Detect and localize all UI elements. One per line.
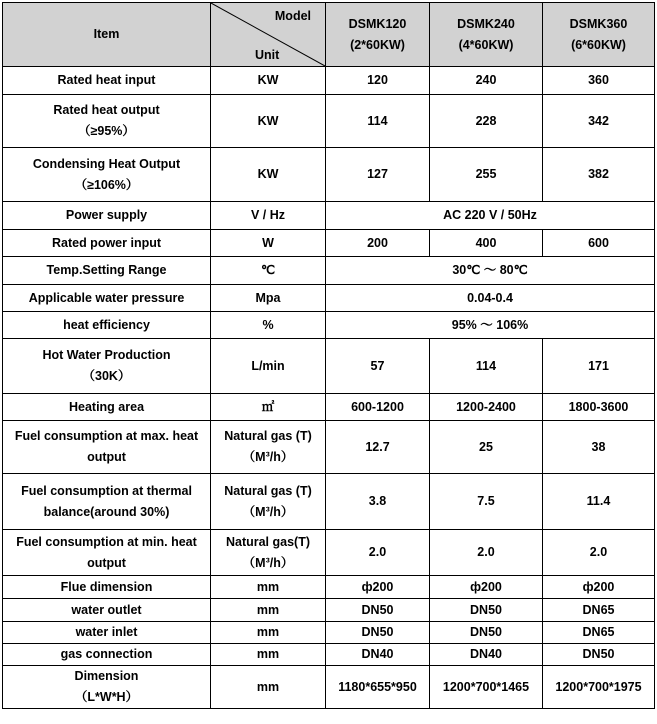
value-cell: 360 <box>543 67 655 95</box>
table-row <box>3 576 655 599</box>
value-cell: DN40 <box>430 644 543 666</box>
unit-cell: ㎡ <box>211 394 326 421</box>
unit-cell: Natural gas (T) （M³/h） <box>211 474 326 530</box>
table-row <box>3 148 655 202</box>
table-row <box>3 95 655 148</box>
value-cell: 114 <box>326 95 430 148</box>
item-cell: water inlet <box>3 622 211 644</box>
table-row <box>3 474 655 530</box>
value-cell: 200 <box>326 230 430 257</box>
table-row <box>3 312 655 339</box>
value-cell: 127 <box>326 148 430 202</box>
model-config: (6*60KW) <box>571 37 626 52</box>
value-cell: DN50 <box>543 644 655 666</box>
value-cell: 7.5 <box>430 474 543 530</box>
table-row <box>3 285 655 312</box>
value-cell: ф200 <box>543 576 655 599</box>
item-cell: Power supply <box>3 202 211 230</box>
value-cell: 342 <box>543 95 655 148</box>
item-cell: water outlet <box>3 599 211 622</box>
model-header-3 <box>543 3 655 67</box>
unit-label: Unit <box>255 48 280 62</box>
header-row <box>3 3 655 67</box>
value-cell: 120 <box>326 67 430 95</box>
item-cell: Fuel consumption at max. heat output <box>3 421 211 474</box>
value-cell: 2.0 <box>430 530 543 576</box>
table-row <box>3 394 655 421</box>
value-cell: DN40 <box>326 644 430 666</box>
unit-cell: mm <box>211 666 326 709</box>
value-cell: 1800-3600 <box>543 394 655 421</box>
merged-value-cell: 95% ～ 106% <box>326 312 655 339</box>
unit-cell: Natural gas(T) （M³/h） <box>211 530 326 576</box>
item-cell: Flue dimension <box>3 576 211 599</box>
value-cell: DN65 <box>543 599 655 622</box>
item-cell: Condensing Heat Output （≥106%） <box>3 148 211 202</box>
table-row <box>3 257 655 285</box>
value-cell: 12.7 <box>326 421 430 474</box>
item-cell: Applicable water pressure <box>3 285 211 312</box>
table-row <box>3 599 655 622</box>
unit-cell: L/min <box>211 339 326 394</box>
value-cell: 1200-2400 <box>430 394 543 421</box>
item-cell: Dimension （L*W*H） <box>3 666 211 709</box>
value-cell: 3.8 <box>326 474 430 530</box>
table-row <box>3 644 655 666</box>
item-cell: Hot Water Production （30K） <box>3 339 211 394</box>
unit-cell: V / Hz <box>211 202 326 230</box>
model-header-1 <box>326 3 430 67</box>
value-cell: 114 <box>430 339 543 394</box>
model-header-2 <box>430 3 543 67</box>
item-cell: Heating area <box>3 394 211 421</box>
item-cell: Rated power input <box>3 230 211 257</box>
table-row <box>3 421 655 474</box>
model-config: (4*60KW) <box>458 37 514 52</box>
value-cell: 382 <box>543 148 655 202</box>
model-label: Model <box>274 9 311 23</box>
value-cell: 2.0 <box>326 530 430 576</box>
table-row <box>3 230 655 257</box>
unit-cell: ℃ <box>211 257 326 285</box>
model-name: DSMK120 <box>348 16 407 31</box>
value-cell: DN50 <box>430 622 543 644</box>
spec-table <box>2 2 655 709</box>
value-cell: DN50 <box>326 599 430 622</box>
table-row <box>3 202 655 230</box>
item-cell: Fuel consumption at thermal balance(around 30%) <box>3 474 211 530</box>
unit-cell: mm <box>211 622 326 644</box>
value-cell: 25 <box>430 421 543 474</box>
value-cell: 11.4 <box>543 474 655 530</box>
unit-cell: Mpa <box>211 285 326 312</box>
value-cell: 171 <box>543 339 655 394</box>
item-cell: Rated heat input <box>3 67 211 95</box>
value-cell: ф200 <box>430 576 543 599</box>
table-row <box>3 339 655 394</box>
value-cell: DN50 <box>326 622 430 644</box>
item-header: Item <box>3 3 211 67</box>
table-row <box>3 67 655 95</box>
value-cell: 38 <box>543 421 655 474</box>
item-cell: gas connection <box>3 644 211 666</box>
value-cell: 240 <box>430 67 543 95</box>
value-cell: 2.0 <box>543 530 655 576</box>
value-cell: 57 <box>326 339 430 394</box>
table-row <box>3 666 655 709</box>
value-cell: 400 <box>430 230 543 257</box>
model-unit-header <box>211 3 326 67</box>
value-cell: 255 <box>430 148 543 202</box>
unit-cell: W <box>211 230 326 257</box>
unit-cell: KW <box>211 67 326 95</box>
unit-cell: mm <box>211 644 326 666</box>
model-config: (2*60KW) <box>350 37 405 52</box>
value-cell: DN65 <box>543 622 655 644</box>
table-row <box>3 622 655 644</box>
unit-cell: mm <box>211 599 326 622</box>
item-cell: Fuel consumption at min. heat output <box>3 530 211 576</box>
value-cell: DN50 <box>430 599 543 622</box>
value-cell: 600-1200 <box>326 394 430 421</box>
item-cell: Rated heat output （≥95%） <box>3 95 211 148</box>
unit-cell: KW <box>211 95 326 148</box>
unit-cell: Natural gas (T) （M³/h） <box>211 421 326 474</box>
unit-cell: KW <box>211 148 326 202</box>
table-row <box>3 530 655 576</box>
value-cell: 1180*655*950 <box>326 666 430 709</box>
item-cell: Temp.Setting Range <box>3 257 211 285</box>
unit-cell: mm <box>211 576 326 599</box>
unit-cell: % <box>211 312 326 339</box>
merged-value-cell: 30℃ ～ 80℃ <box>326 257 655 285</box>
model-name: DSMK240 <box>457 16 515 31</box>
value-cell: ф200 <box>326 576 430 599</box>
merged-value-cell: AC 220 V / 50Hz <box>326 202 655 230</box>
spec-body <box>3 67 655 709</box>
merged-value-cell: 0.04-0.4 <box>326 285 655 312</box>
item-cell: heat efficiency <box>3 312 211 339</box>
value-cell: 1200*700*1465 <box>430 666 543 709</box>
model-name: DSMK360 <box>569 16 628 31</box>
value-cell: 600 <box>543 230 655 257</box>
value-cell: 1200*700*1975 <box>543 666 655 709</box>
value-cell: 228 <box>430 95 543 148</box>
